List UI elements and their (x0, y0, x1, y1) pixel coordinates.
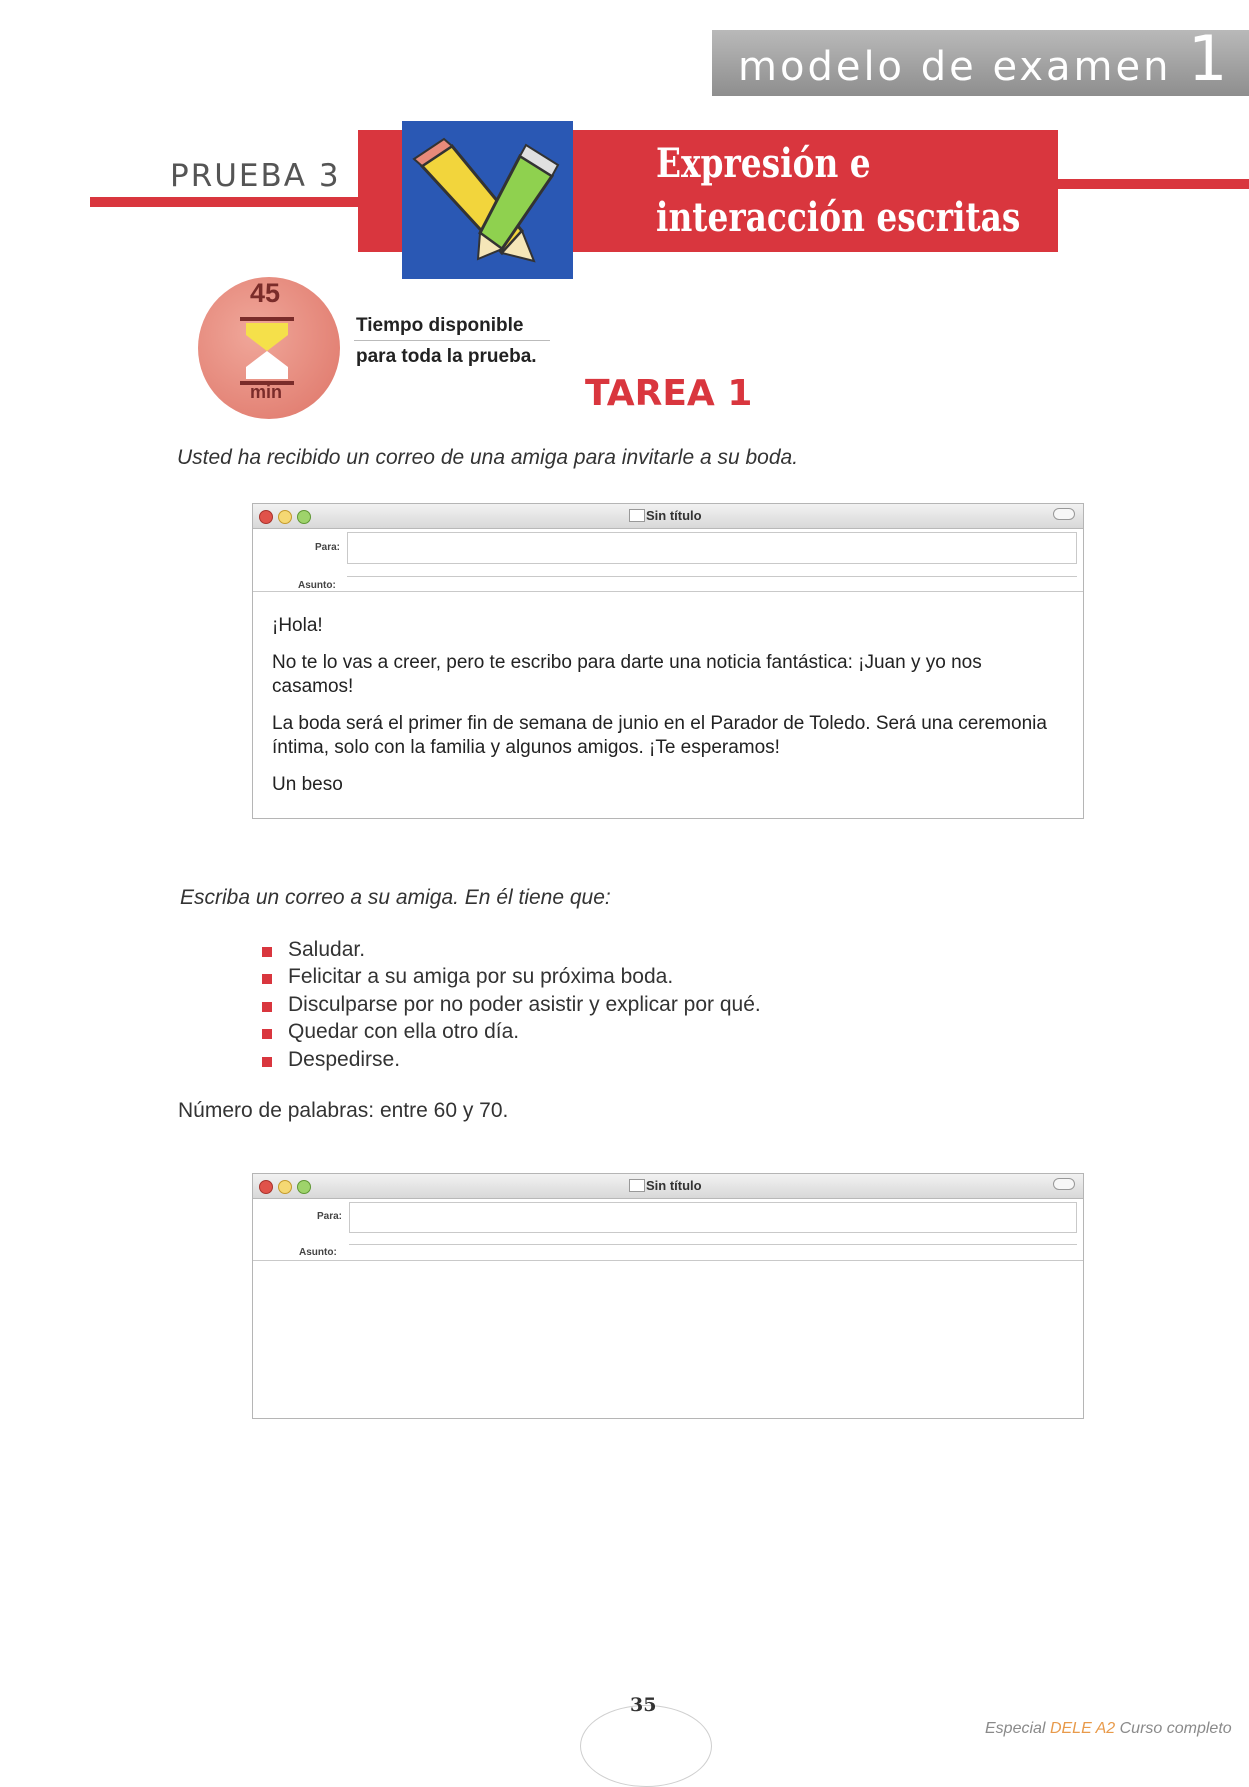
timer-unit: min (250, 382, 283, 402)
window-title: Sin título (646, 508, 702, 523)
window-title: Sin título (646, 1178, 702, 1193)
reply-email-window (252, 1173, 1084, 1419)
window-titlebar (253, 504, 1083, 529)
email-greeting: ¡Hola! (272, 615, 323, 636)
header-rule-left (90, 197, 360, 207)
header-rule-right (1055, 179, 1249, 189)
to-field[interactable] (347, 532, 1077, 564)
section-title-line-2: interacción escritas (656, 194, 1021, 241)
close-window-icon[interactable] (259, 1180, 273, 1194)
toolbar-toggle-icon[interactable] (1053, 1178, 1075, 1190)
model-number: 1 (1188, 22, 1228, 95)
page-number: 35 (630, 1694, 657, 1716)
instructions: Escriba un correo a su amiga. En él tiene que: (180, 886, 611, 909)
word-count: Número de palabras: entre 60 y 70. (178, 1099, 509, 1122)
email-paragraph-1: No te lo vas a creer, pero te escribo para darte una noticia fantástica: ¡Juan y yo nos casamos! (272, 652, 982, 697)
task-title: TAREA 1 (585, 373, 753, 414)
close-window-icon[interactable] (259, 510, 273, 524)
timer-caption-line-2: para toda la prueba. (356, 346, 537, 367)
zoom-window-icon[interactable] (297, 1180, 311, 1194)
subject-label: Asunto: (299, 1247, 337, 1258)
window-titlebar (253, 1174, 1083, 1199)
bullet-square-icon (262, 974, 272, 984)
minimize-window-icon[interactable] (278, 1180, 292, 1194)
subject-field[interactable] (347, 576, 1077, 577)
header-divider (253, 591, 1083, 592)
pencils-icon (402, 121, 573, 279)
hourglass-icon (238, 315, 296, 389)
reply-body-area[interactable] (253, 1261, 1083, 1417)
received-email-window (252, 503, 1084, 819)
zoom-window-icon[interactable] (297, 510, 311, 524)
footer-brand: Especial DELE A2 Curso completo (985, 1720, 1232, 1737)
to-label: Para: (317, 1211, 343, 1222)
footer-arc (580, 1705, 712, 1787)
bullet-square-icon (262, 1029, 272, 1039)
task-intro: Usted ha recibido un correo de una amiga para invitarle a su boda. (177, 446, 799, 469)
toolbar-toggle-icon[interactable] (1053, 508, 1075, 520)
to-field[interactable] (349, 1202, 1077, 1233)
email-closing: Un beso (272, 774, 343, 795)
section-label: PRUEBA 3 (170, 158, 341, 194)
email-body (272, 614, 1062, 797)
email-paragraph-2: La boda será el primer fin de semana de junio en el Parador de Toledo. Será una ceremonia íntima, solo con la familia y algunos amigos. ¡Te esperamos! (272, 713, 1047, 758)
bullet-square-icon (262, 947, 272, 957)
timer-minutes: 45 (250, 278, 281, 308)
section-title-line-1: Expresión e (656, 140, 871, 187)
minimize-window-icon[interactable] (278, 510, 292, 524)
subject-field[interactable] (349, 1244, 1077, 1245)
subject-label: Asunto: (298, 580, 336, 591)
model-label: modelo de examen (738, 44, 1172, 90)
bullet-square-icon (262, 1057, 272, 1067)
document-icon (629, 509, 645, 522)
bullet-square-icon (262, 1002, 272, 1012)
document-icon (629, 1179, 645, 1192)
timer-divider (354, 340, 550, 341)
to-label: Para: (315, 542, 341, 553)
timer-caption-line-1: Tiempo disponible (356, 315, 524, 336)
